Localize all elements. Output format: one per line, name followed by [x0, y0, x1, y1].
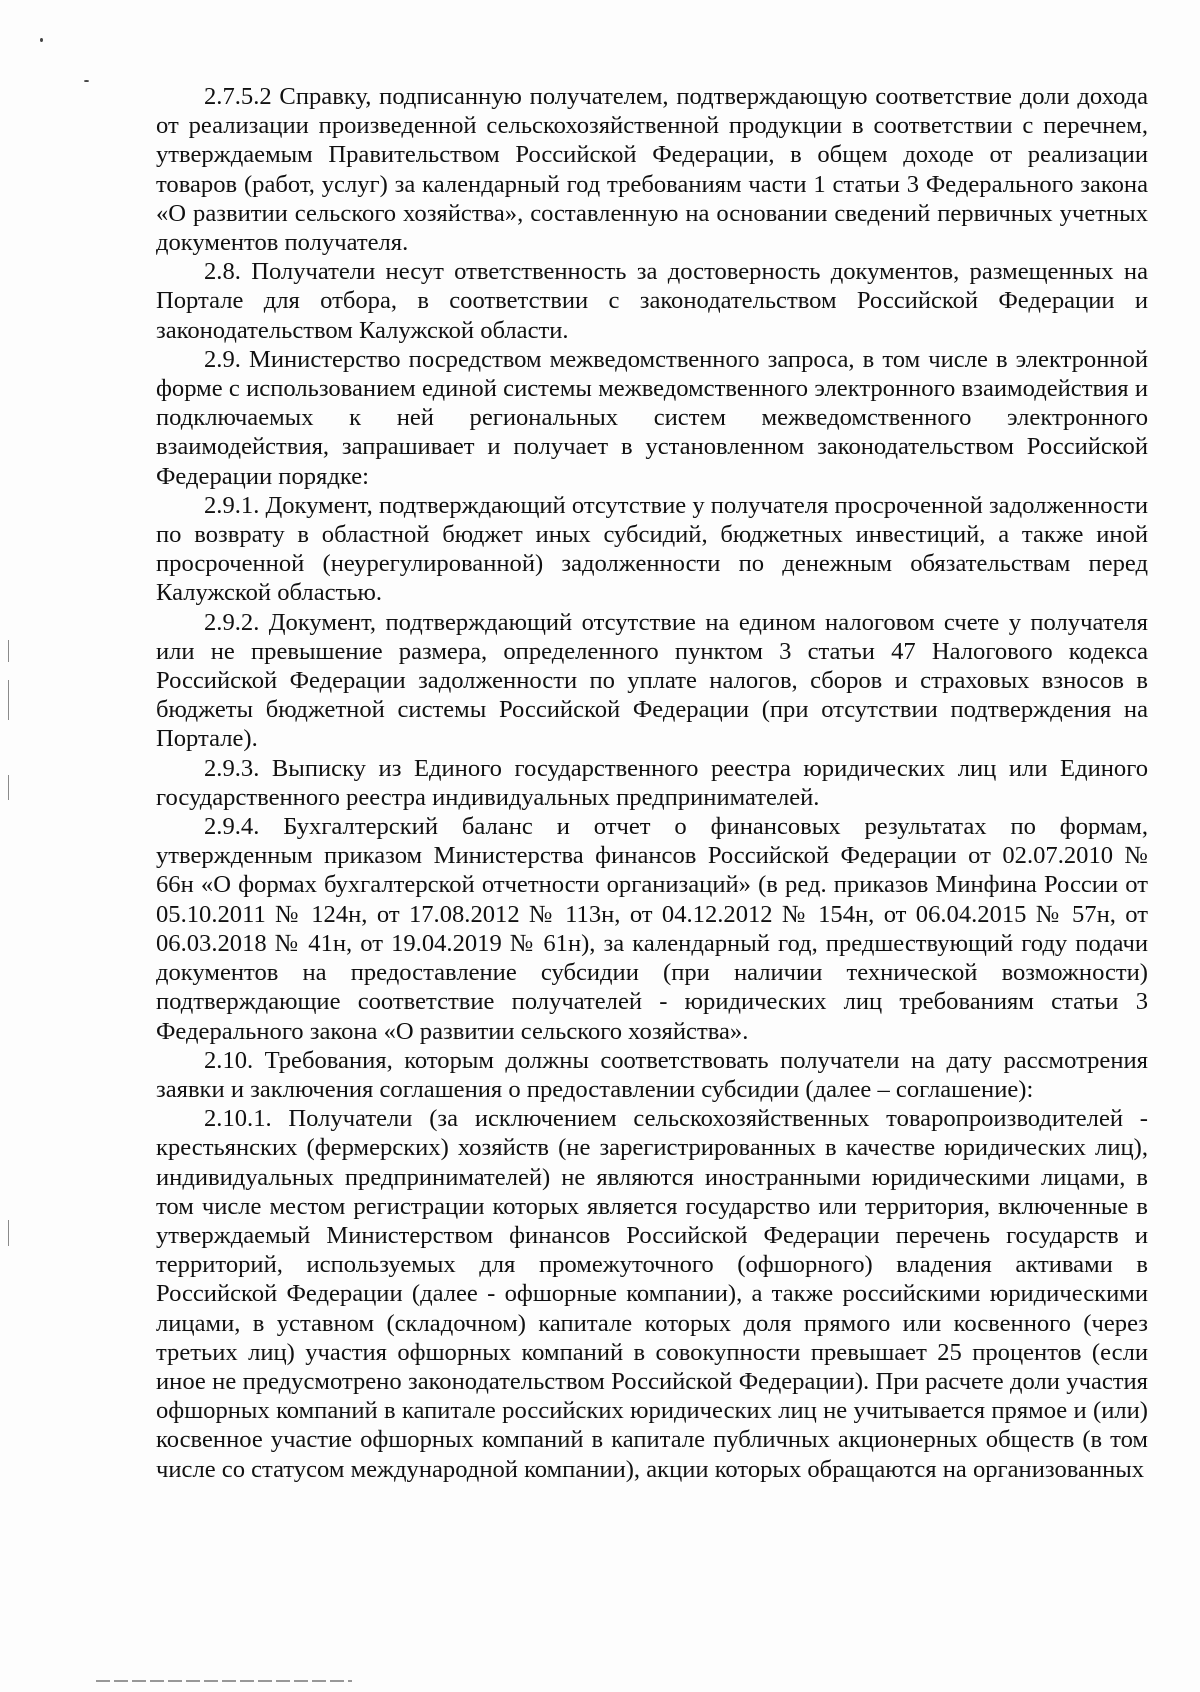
scan-bottom-rule	[96, 1680, 352, 1682]
scan-speck	[84, 80, 89, 82]
scan-margin-mark	[8, 680, 9, 720]
document-body	[156, 82, 1148, 1484]
paragraph-2-7-5-2: 2.7.5.2 Справку, подписанную получателем, подтверждающую соответствие доли дохода от реализации произведенной сельскохозяйственной продукции в соответствии с перечнем, утверждаемым Правительством Российской Федерации, в общем доходе от реализации товаров (работ, услуг) за календарный год требованиям части 1 статьи 3 Федерального закона «О развитии сельского хозяйства», составленную на основании сведений первичных учетных документов получателя.	[156, 83, 1148, 257]
paragraph-2-9-4: 2.9.4. Бухгалтерский баланс и отчет о финансовых результатах по формам, утвержденным приказом Министерства финансов Российской Федерации от 02.07.2010 № 66н «О формах бухгалтерской отчетности организаций» (в ред. приказов Минфина России от 05.10.2011 № 124н, от 17.08.2012 № 113н, от 04.12.2012 № 154н, от 06.04.2015 № 57н, от 06.03.2018 № 41н, от 19.04.2019 № 61н), за календарный год, предшествующий году подачи документов на предоставление субсидии (при наличии технической возможности) подтверждающие соответствие получателей - юридических лиц требованиям статьи 3 Федерального закона «О развитии сельского хозяйства».	[156, 813, 1148, 1045]
scan-margin-mark	[8, 775, 9, 800]
scan-speck	[40, 38, 43, 42]
paragraph-2-9: 2.9. Министерство посредством межведомственного запроса, в том числе в электронной форме с использованием единой системы межведомственного электронного взаимодействия и подключаемых к ней региональных систем межведомственного электронного взаимодействия, запрашивает и получает в установленном законодательством Российской Федерации порядке:	[156, 345, 1148, 490]
paragraph-2-9-3: 2.9.3. Выписку из Единого государственного реестра юридических лиц или Единого государственного реестра индивидуальных предпринимателей.	[156, 754, 1148, 811]
scan-margin-mark	[8, 1220, 9, 1246]
paragraph-2-9-1: 2.9.1. Документ, подтверждающий отсутствие у получателя просроченной задолженности по возврату в областной бюджет иных субсидий, бюджетных инвестиций, а также иной просроченной (неурегулированной) задолженности по денежным обязательствам перед Калужской областью.	[156, 491, 1149, 607]
paragraph-2-10-1: 2.10.1. Получатели (за исключением сельскохозяйственных товаропроизводителей - крестьянских (фермерских) хозяйств (не зарегистрированных в качестве юридических лиц), индивидуальных предпринимателей) не являются иностранными юридическими лицами, в том числе местом регистрации которых является государство или территория, включенные в утверждаемый Министерством финансов Российской Федерации перечень государств и территорий, используемых для промежуточного (офшорного) владения активами в Российской Федерации (далее - офшорные компании), а также российскими юридическими лицами, в уставном (складочном) капитале которых доля прямого или косвенного (через третьих лиц) участия офшорных компаний в совокупности превышает 25 процентов (если иное не предусмотрено законодательством Российской Федерации). При расчете доли участия офшорных компаний в капитале российских юридических лиц не учитывается прямое и (или) косвенное участие офшорных компаний в капитале публичных акционерных обществ (в том числе со статусом международной компании), акции которых обращаются на организованных	[156, 1105, 1148, 1483]
paragraph-2-10: 2.10. Требования, которым должны соответствовать получатели на дату рассмотрения заявки и заключения соглашения о предоставлении субсидии (далее – соглашение):	[156, 1046, 1148, 1103]
scan-margin-mark	[8, 640, 9, 662]
paragraph-2-8: 2.8. Получатели несут ответственность за достоверность документов, размещенных на Портале для отбора, в соответствии с законодательством Российской Федерации и законодательством Калужской области.	[156, 258, 1148, 344]
paragraph-2-9-2: 2.9.2. Документ, подтверждающий отсутствие на едином налоговом счете у получателя или не превышение размера, определенного пунктом 3 статьи 47 Налогового кодекса Российской Федерации задолженности по уплате налогов, сборов и страховых взносов в бюджеты бюджетной системы Российской Федерации (при отсутствии подтверждения на Портале).	[156, 608, 1148, 753]
